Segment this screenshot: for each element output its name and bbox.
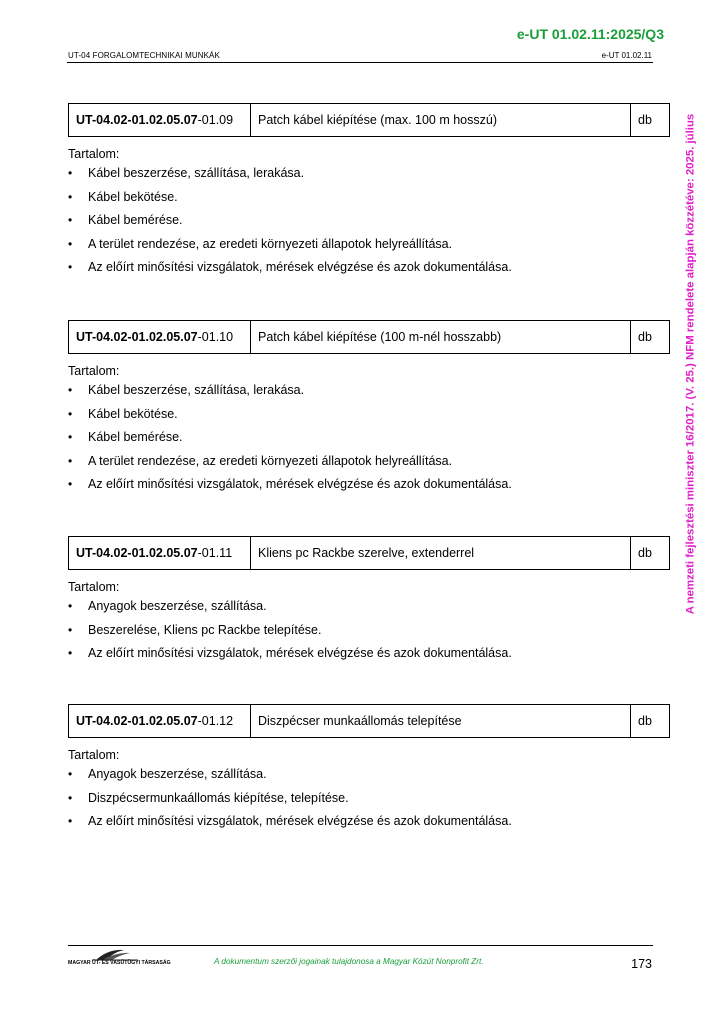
list-item: • Kábel bekötése. bbox=[68, 403, 670, 427]
item-code-main: UT-04.02-01.02.05.07 bbox=[76, 714, 198, 728]
item-unit-cell: db bbox=[638, 546, 652, 560]
item-code-cell bbox=[69, 104, 251, 136]
list-item: • Az előírt minősítési vizsgálatok, mérések elvégzése és azok dokumentálása. bbox=[68, 473, 670, 497]
item-table bbox=[68, 536, 670, 570]
list-item: • Az előírt minősítési vizsgálatok, mérések elvégzése és azok dokumentálása. bbox=[68, 810, 670, 834]
item-unit-cell: db bbox=[638, 113, 652, 127]
content-label: Tartalom: bbox=[68, 580, 120, 594]
content-list bbox=[68, 595, 670, 666]
item-code-cell bbox=[69, 537, 251, 569]
content-list bbox=[68, 379, 670, 497]
list-item: • Diszpécsermunkaállomás kiépítése, telepítése. bbox=[68, 787, 670, 811]
work-item bbox=[68, 704, 670, 834]
item-code-suffix: -01.10 bbox=[197, 330, 234, 344]
list-item: • A terület rendezése, az eredeti környezeti állapotok helyreállítása. bbox=[68, 450, 670, 474]
work-item bbox=[68, 320, 670, 497]
footer-copyright: A dokumentum szerzői jogainak tulajdonosa a Magyar Közút Nonprofit Zrt. bbox=[214, 957, 484, 966]
item-description-cell: Patch kábel kiépítése (max. 100 m hosszú) bbox=[251, 104, 631, 136]
item-description-cell: Patch kábel kiépítése (100 m-nél hosszabb) bbox=[251, 321, 631, 353]
list-item: • A terület rendezése, az eredeti környezeti állapotok helyreállítása. bbox=[68, 233, 670, 257]
footer-logo bbox=[68, 948, 171, 970]
list-item: • Anyagok beszerzése, szállítása. bbox=[68, 763, 670, 787]
list-item: • Kábel beszerzése, szállítása, lerakása. bbox=[68, 379, 670, 403]
item-code-main: UT-04.02-01.02.05.07 bbox=[76, 546, 198, 560]
item-code-suffix: -01.09 bbox=[197, 113, 234, 127]
item-code-cell bbox=[69, 321, 251, 353]
document-code: e-UT 01.02.11:2025/Q3 bbox=[516, 26, 664, 42]
list-item: • Az előírt minősítési vizsgálatok, mérések elvégzése és azok dokumentálása. bbox=[68, 642, 670, 666]
item-description-cell: Kliens pc Rackbe szerelve, extenderrel bbox=[251, 537, 631, 569]
list-item: • Kábel bekötése. bbox=[68, 186, 670, 210]
work-item bbox=[68, 103, 670, 280]
footer-logo-text: MAGYAR ÚT- ÉS VASÚTÜGYI TÁRSASÁG bbox=[68, 960, 171, 966]
header-rule bbox=[67, 62, 653, 63]
item-code-cell bbox=[69, 705, 251, 737]
item-unit-cell: db bbox=[638, 714, 652, 728]
work-item bbox=[68, 536, 670, 666]
side-note bbox=[682, 96, 698, 632]
footer-rule bbox=[68, 945, 653, 946]
content-label: Tartalom: bbox=[68, 147, 120, 161]
list-item: • Kábel bemérése. bbox=[68, 209, 670, 233]
list-item: • Az előírt minősítési vizsgálatok, mérések elvégzése és azok dokumentálása. bbox=[68, 256, 670, 280]
content-list bbox=[68, 162, 670, 280]
item-code-suffix: -01.11 bbox=[197, 546, 233, 560]
list-item: • Anyagok beszerzése, szállítása. bbox=[68, 595, 670, 619]
item-table bbox=[68, 320, 670, 354]
item-code-main: UT-04.02-01.02.05.07 bbox=[76, 113, 198, 127]
item-unit-cell: db bbox=[638, 330, 652, 344]
header-left-title: UT-04 FORGALOMTECHNIKAI MUNKÁK bbox=[68, 51, 220, 60]
content-label: Tartalom: bbox=[68, 748, 120, 762]
content-list bbox=[68, 763, 670, 834]
item-code-suffix: -01.12 bbox=[197, 714, 234, 728]
list-item: • Beszerelése, Kliens pc Rackbe telepítése. bbox=[68, 619, 670, 643]
content-label: Tartalom: bbox=[68, 364, 120, 378]
list-item: • Kábel bemérése. bbox=[68, 426, 670, 450]
header-right-title: e-UT 01.02.11 bbox=[601, 51, 652, 60]
page-number: 173 bbox=[631, 957, 652, 971]
item-table bbox=[68, 704, 670, 738]
item-table bbox=[68, 103, 670, 137]
side-note-text: A nemzeti fejlesztési miniszter 16/2017. (V. 25.) NFM rendelete alapján közzétéve: 2025. július bbox=[684, 113, 696, 615]
list-item: • Kábel beszerzése, szállítása, lerakása. bbox=[68, 162, 670, 186]
item-code-main: UT-04.02-01.02.05.07 bbox=[76, 330, 198, 344]
item-description-cell: Diszpécser munkaállomás telepítése bbox=[251, 705, 631, 737]
